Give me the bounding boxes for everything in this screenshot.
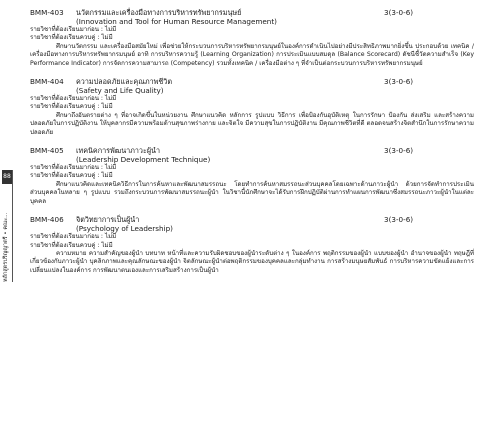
course-corequisite: รายวิชาที่ต้องเรียนควบคู่ : ไม่มี bbox=[30, 34, 113, 42]
course-corequisite: รายวิชาที่ต้องเรียนควบคู่ : ไม่มี bbox=[30, 241, 113, 249]
course-prerequisite: รายวิชาที่ต้องเรียนมาก่อน : ไม่มี bbox=[30, 26, 117, 33]
course-bmm-406 bbox=[30, 215, 474, 275]
course-description: ศึกษานวัตกรรม และเครื่องมือสมัยใหม่ เพื่อช่วยให้กระบวนการบริหารทรัพยากรมนุษย์ในองค์การดำเนินไปอย่างมีประสิทธิภาพมากยิ่งขึ้น ประกอบด้วย เทคนิค / เครื่องมือทางการบริหารทรัพยากรมนุษย์ อาทิ การบริหารความรู้ (Learning Organization) การประเมินแบบสมดุล (Balance Scorecard) ดัชนีชี้วัดความสำเร็จ (Key Performance Indicator) การจัดการความสามารถ (Competency) รวมทั้งเทคนิค / เครื่องมือต่าง ๆ ที่จำเป็นต่อกระบวนการบริหารทรัพยากรมนุษย์ bbox=[30, 42, 474, 67]
course-corequisite: รายวิชาที่ต้องเรียนควบคู่ : ไม่มี bbox=[30, 103, 113, 111]
course-code: BMM-406 bbox=[30, 215, 64, 225]
course-english-title: (Safety and Life Quality) bbox=[76, 86, 164, 96]
course-corequisite: รายวิชาที่ต้องเรียนควบคู่ : ไม่มี bbox=[30, 172, 113, 180]
course-credits: 3(3-0-6) bbox=[384, 8, 414, 17]
course-bmm-403 bbox=[30, 8, 474, 68]
course-english-title: (Leadership Development Technique) bbox=[76, 155, 211, 165]
course-code: BMM-403 bbox=[30, 8, 64, 17]
course-prerequisite: รายวิชาที่ต้องเรียนมาก่อน : ไม่มี bbox=[30, 164, 117, 172]
course-credits: 3(3-0-6) bbox=[384, 146, 414, 156]
course-credits: 3(3-0-6) bbox=[384, 77, 414, 87]
course-description: ความหมาย ความสำคัญของผู้นำ บทบาท หน้าที่และความรับผิดชอบของผู้นำระดับต่าง ๆ ในองค์การ พฤติกรรมของผู้นำ แบบของผู้นำ อำนาจของผู้นำ ทฤษฎีที่เกี่ยวข้องกับภาวะผู้นำ บุคลิกภาพและคุณลักษณะของผู้นำ จิตลักษณะผู้นำต่อพฤติกรรมของบุคคลและกลุ่มทำงาน การสร้างมนุษยสัมพันธ์ การบริหารความขัดแย้งและการเปลี่ยนแปลงในองค์การ การพัฒนาตนเองและการเสริมสร้างการเป็นผู้นำ bbox=[30, 249, 474, 274]
page-number: 88 bbox=[2, 170, 12, 184]
course-thai-title: นวัตกรรมและเครื่องมือทางการบริหารทรัพยากรมนุษย์ bbox=[76, 8, 242, 17]
course-thai-title: เทคนิคการพัฒนาภาวะผู้นำ bbox=[76, 146, 160, 156]
course-credits: 3(3-0-6) bbox=[384, 215, 414, 225]
course-list bbox=[30, 8, 474, 284]
side-section-label: หลักสูตรปริญญาตรี • คณะ... bbox=[3, 212, 9, 282]
course-description: ศึกษาถึงอันตรายต่าง ๆ ที่อาจเกิดขึ้นในหน่วยงาน ศึกษาแนวคิด หลักการ รูปแบบ วิธีการ เพื่อป้องกันอุบัติเหตุ ในการรักษา ป้องกัน ส่งเสริม และสร้างความปลอดภัยในการปฏิบัติงาน ให้บุคลากรมีความพร้อมด้านสุขภาพร่างกาย และจิตใจ มีความสุขในการปฏิบัติงาน มีคุณภาพชีวิตที่ดี ตลอดจนสร้างจิตสำนึกในการรักษาความปลอดภัย bbox=[30, 111, 474, 136]
course-bmm-405 bbox=[30, 146, 474, 206]
course-prerequisite: รายวิชาที่ต้องเรียนมาก่อน : ไม่มี bbox=[30, 233, 117, 241]
course-thai-title: ความปลอดภัยและคุณภาพชีวิต bbox=[76, 77, 172, 87]
course-code: BMM-405 bbox=[30, 146, 64, 156]
course-prerequisite: รายวิชาที่ต้องเรียนมาก่อน : ไม่มี bbox=[30, 95, 117, 103]
course-english-title: (Innovation and Tool for Human Resource Management) bbox=[76, 17, 277, 26]
course-description: ศึกษาแนวคิดและเทคนิควิธีการในการค้นหาและพัฒนาสมรรถนะ โดยทำการค้นหาสมรรถนะส่วนบุคคลโดยเฉพาะด้านภาวะผู้นำ ด้วยการจัดทำการประเมินส่วนบุคคลในหลาย ๆ รูปแบบ รวมถึงกระบวนการพัฒนาสมรรถนะผู้นำ ในวิชานี้นักศึกษาจะได้รับการฝึกปฏิบัติผ่านการทำแผนการพัฒนาซึ่งสมรรถนะภาวะผู้นำในแต่ละบุคคล bbox=[30, 180, 474, 205]
course-code: BMM-404 bbox=[30, 77, 64, 87]
course-bmm-404 bbox=[30, 77, 474, 137]
course-english-title: (Psychology of Leadership) bbox=[76, 224, 173, 234]
course-thai-title: จิตวิทยาการเป็นผู้นำ bbox=[76, 215, 140, 225]
